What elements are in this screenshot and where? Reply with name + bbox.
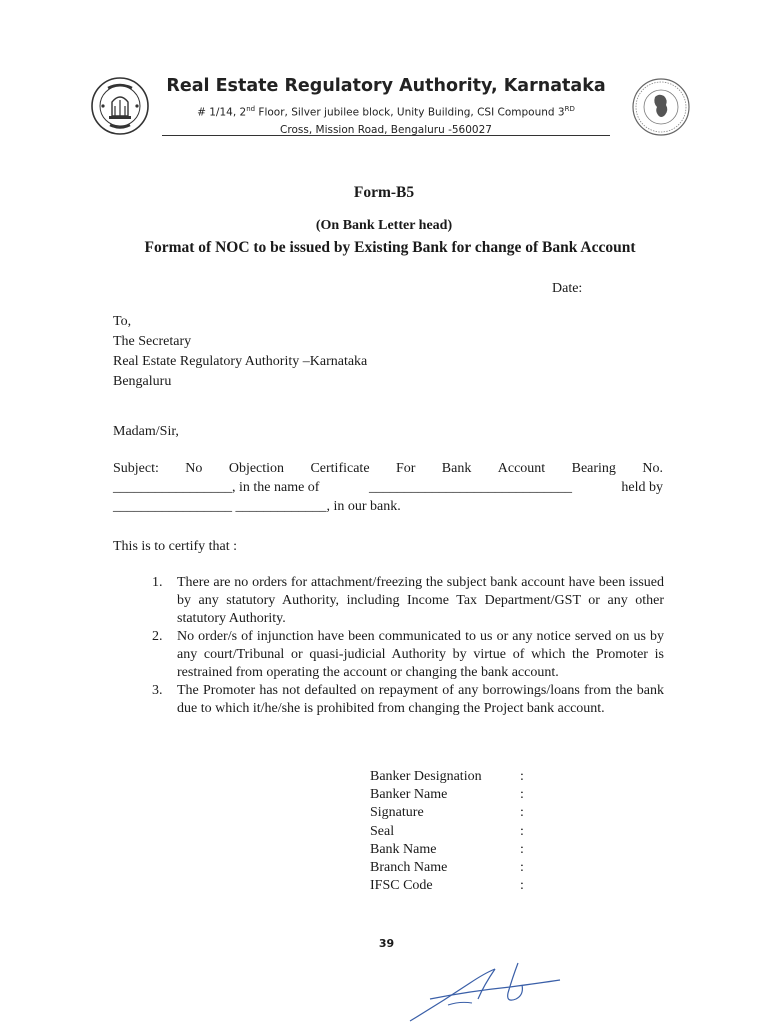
recipient-line: Real Estate Regulatory Authority –Karnataka — [113, 354, 368, 369]
field-label: Branch Name — [370, 860, 448, 876]
subject-line — [113, 478, 663, 497]
field-label: IFSC Code — [370, 878, 433, 894]
field-label: Bank Name — [370, 841, 437, 857]
letterhead-divider — [162, 135, 610, 136]
subject-block — [113, 459, 663, 516]
field-colon: : — [520, 769, 524, 784]
subject-word: No — [185, 461, 203, 476]
page-number: 39 — [378, 937, 395, 950]
field-colon: : — [520, 841, 524, 857]
field-row — [370, 859, 530, 877]
field-label: Banker Name — [370, 787, 448, 803]
recipient-line: Bengaluru — [113, 374, 172, 389]
clause-text: No order/s of injunction have been communicated to us or any notice served on us by any court/Tribunal or quasi-judicial Authority by virtue of which the Promoter is restrained from operating the account or changing the bank account. — [177, 629, 664, 680]
subject-word: Account — [497, 461, 546, 476]
account-number-blank: _________________ — [113, 480, 232, 495]
clause-text: There are no orders for attachment/freezing the subject bank account have been issued by any statutory Authority, including Income Tax Department/GST or any other statutory Authority. — [177, 575, 664, 626]
field-label: Seal — [370, 823, 395, 839]
letterhead-note: (On Bank Letter head) — [315, 218, 453, 233]
form-title: Format of NOC to be issued by Existing Bank for change of Bank Account — [144, 239, 636, 256]
certify-intro: This is to certify that : — [113, 539, 238, 554]
banker-details — [370, 768, 530, 895]
field-colon: : — [520, 787, 524, 803]
list-item — [152, 628, 664, 682]
subject-text: , in the name of — [232, 480, 320, 495]
clause-text: The Promoter has not defaulted on repayment of any borrowings/loans from the bank due to which it/he/she is prohibited from changing the Project bank account. — [177, 683, 664, 716]
holder-detail-blank: _________________ _____________ — [113, 499, 327, 514]
clause-number: 3. — [152, 683, 163, 698]
account-holder-blank: _____________________________ — [368, 480, 572, 495]
field-row — [370, 768, 530, 786]
subject-line — [113, 459, 663, 478]
recipient-to: To, — [113, 314, 132, 329]
subject-word: Objection — [228, 461, 285, 476]
subject-line — [113, 497, 663, 516]
subject-text: held by — [621, 480, 663, 495]
field-row — [370, 877, 530, 895]
karnataka-emblem-icon — [90, 76, 150, 136]
salutation: Madam/Sir, — [113, 424, 179, 439]
subject-word: Bearing — [571, 461, 616, 476]
field-row — [370, 786, 530, 804]
list-item — [152, 574, 664, 628]
date-label: Date: — [552, 281, 583, 296]
field-row — [370, 823, 530, 841]
field-colon: : — [520, 805, 524, 821]
field-colon: : — [520, 878, 524, 894]
field-label: Signature — [370, 805, 424, 821]
subject-word: Certificate — [310, 461, 370, 476]
field-colon: : — [520, 860, 524, 876]
recipient-block — [113, 312, 367, 392]
field-row — [370, 804, 530, 822]
authority-address — [160, 101, 612, 139]
field-label: Banker Designation — [370, 769, 482, 784]
recipient-line: The Secretary — [113, 334, 192, 349]
subject-word: No. — [642, 461, 663, 476]
address-line-1: # 1/14, 2nd Floor, Silver jubilee block, Unity Building, CSI Compound 3RD — [197, 105, 575, 119]
authority-name: Real Estate Regulatory Authority, Karnataka — [166, 76, 606, 96]
list-item — [152, 682, 664, 718]
rera-karnataka-seal-icon — [631, 77, 691, 137]
address-line-2: Cross, Mission Road, Bengaluru -560027 — [280, 123, 492, 136]
certification-clauses — [152, 574, 664, 718]
field-row — [370, 841, 530, 859]
subject-word: For — [395, 461, 416, 476]
clause-number: 2. — [152, 629, 163, 644]
form-number: Form-B5 — [353, 184, 415, 201]
clause-number: 1. — [152, 575, 163, 590]
subject-word: Subject: — [113, 461, 159, 476]
handwritten-signature-icon — [400, 955, 565, 1024]
field-colon: : — [520, 823, 524, 839]
subject-word: Bank — [441, 461, 472, 476]
subject-text: , in our bank. — [326, 499, 401, 514]
